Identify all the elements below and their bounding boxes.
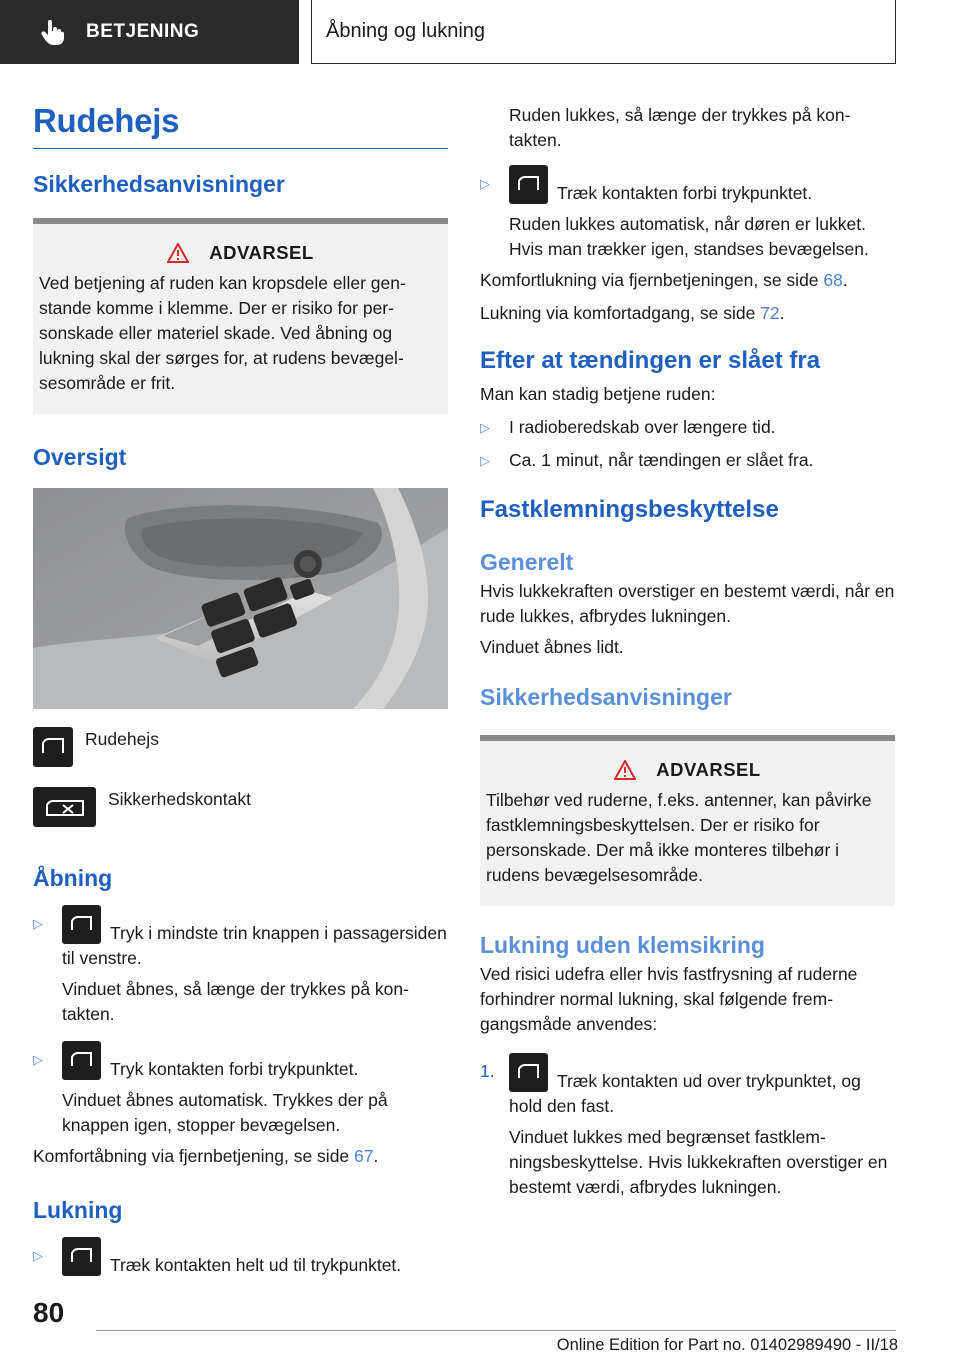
footer-divider [96,1330,896,1331]
comfort-access-label: Lukning via komfortadgang, se side [480,303,756,323]
bullet-triangle-icon: ▷ [33,916,43,931]
step-number: 1. [480,1061,495,1081]
list-item-text: I radioberedskab over længere tid. [509,417,776,437]
numbered-step [480,1053,895,1200]
step-detail: Ruden lukkes automatisk, når døren er lukket. Hvis man trækker igen, standses bevægelsen. [509,214,869,259]
list-item [480,165,895,262]
page-title: Rudehejs [33,100,448,149]
footer-text: Online Edition for Part no. 01402989490 - II/18 [556,1336,898,1354]
safety-heading-2: Sikkerhedsanvisninger [480,684,732,710]
ignition-intro: Man kan stadig betjene ruden: [480,384,716,404]
bullet-triangle-icon: ▷ [33,1248,43,1263]
step-text: Træk kontakten forbi trykpunktet. [557,183,813,203]
list-item [480,448,895,473]
page-number: 80 [33,1297,65,1328]
general-heading: Generelt [480,549,574,575]
general-text: Hvis lukkekraften overstiger en bestemt værdi, når en rude lukkes, afbrydes lukningen. [480,581,895,626]
step-text: Tryk kontakten forbi trykpunktet. [110,1059,359,1079]
list-item-continued [480,103,895,153]
opening-heading: Åbning [33,865,113,891]
step-detail: Vinduet åbnes, så længe der trykkes på kontakten. [62,979,409,1024]
hand-pointer-icon [40,19,66,45]
step-detail: Vinduet åbnes automatisk. Trykkes der på knappen igen, stopper bevægelsen. [62,1090,388,1135]
page-link-68[interactable]: 68 [823,270,843,290]
legend-label: Sikkerhedskontakt [108,789,251,809]
page-link-72[interactable]: 72 [760,303,780,323]
list-item [480,415,895,440]
chapter-label: Åbning og lukning [326,20,486,42]
header-section-tab [0,0,299,64]
window-switch-icon [62,1041,101,1080]
warning-triangle-icon [614,760,636,780]
legend-safety-switch [33,787,448,827]
warning-title [486,757,889,782]
safety-heading: Sikkerhedsanvisninger [33,171,285,197]
list-item [33,1237,448,1278]
step-text: Træk kontakten ud over trykpunktet, og hold den fast. [509,1071,861,1116]
comfort-access-text: Lukning via komfortadgang, se side 72. [480,303,785,323]
window-switch-icon [62,1237,101,1276]
comfort-close-label: Komfortlukning via fjernbetjeningen, se side [480,270,819,290]
ignition-heading: Efter at tændingen er slået fra [480,347,821,374]
door-panel-photo [33,488,448,709]
list-item [33,905,448,1027]
bullet-triangle-icon: ▷ [480,453,490,468]
warning-triangle-icon [167,243,189,263]
warning-title-text: ADVARSEL [656,759,761,780]
window-switch-icon [62,905,101,944]
safety-switch-icon [33,787,96,827]
warning-text: Ved betjening af ruden kan kropsdele eller genstande komme i klemme. Der er risiko for personskade eller materiel skade. Ved åbning og lukning skal der sørges for, at rudens bevægelsesområde er frit. [39,273,406,393]
warning-text: Tilbehør ved ruderne, f.eks. antenner, kan påvirke fastklemningsbeskyttelsen. Der er risiko for personskade. Der må ikke monteres tilbehør i rudens bevægelsesområde. [486,790,872,885]
page-link-67[interactable]: 67 [354,1146,374,1166]
step-text: Træk kontakten helt ud til trykpunktet. [110,1255,402,1275]
right-column [480,103,895,1200]
list-item [33,1041,448,1138]
step-detail: Vinduet lukkes med begrænset fastklemningsbeskyttelse. Hvis lukkekraften overstiger en bestemt værdi, afbrydes lukningen. [509,1127,888,1197]
warning-box [480,735,895,906]
no-pinch-text: Ved risici udefra eller hvis fastfrysning af ruderne forhindrer normal lukning, skal følgende fremgangsmåde anvendes: [480,964,858,1034]
warning-title [39,240,442,265]
bullet-triangle-icon: ▷ [480,420,490,435]
window-switch-icon [509,1053,548,1092]
bullet-triangle-icon: ▷ [33,1052,43,1067]
warning-title-text: ADVARSEL [209,242,314,263]
no-pinch-heading: Lukning uden klemsikring [480,932,765,958]
warning-box [33,218,448,414]
legend-label: Rudehejs [85,729,159,749]
window-switch-icon [509,165,548,204]
legend-window-switch [33,727,448,767]
comfort-close-text: Komfortlukning via fjernbetjeningen, se side 68. [480,270,848,290]
left-column [33,100,448,1278]
section-label: BETJENING [86,21,200,42]
comfort-open-label: Komfortåbning via fjernbetjening, se side [33,1146,350,1166]
bullet-triangle-icon: ▷ [480,176,490,191]
step-text: Tryk i mindste trin knappen i passagersiden til venstre. [62,923,447,968]
step-detail: Ruden lukkes, så længe der trykkes på kontakten. [509,105,851,150]
list-item-text: Ca. 1 minut, når tændingen er slået fra. [509,450,814,470]
comfort-open-text: Komfortåbning via fjernbetjening, se side 67. [33,1146,379,1166]
window-switch-icon [33,727,73,767]
pinch-heading: Fastklemningsbeskyttelse [480,496,779,523]
closing-heading: Lukning [33,1197,123,1223]
general-text: Vinduet åbnes lidt. [480,637,624,657]
header-chapter-box [311,0,896,64]
overview-heading: Oversigt [33,444,127,470]
